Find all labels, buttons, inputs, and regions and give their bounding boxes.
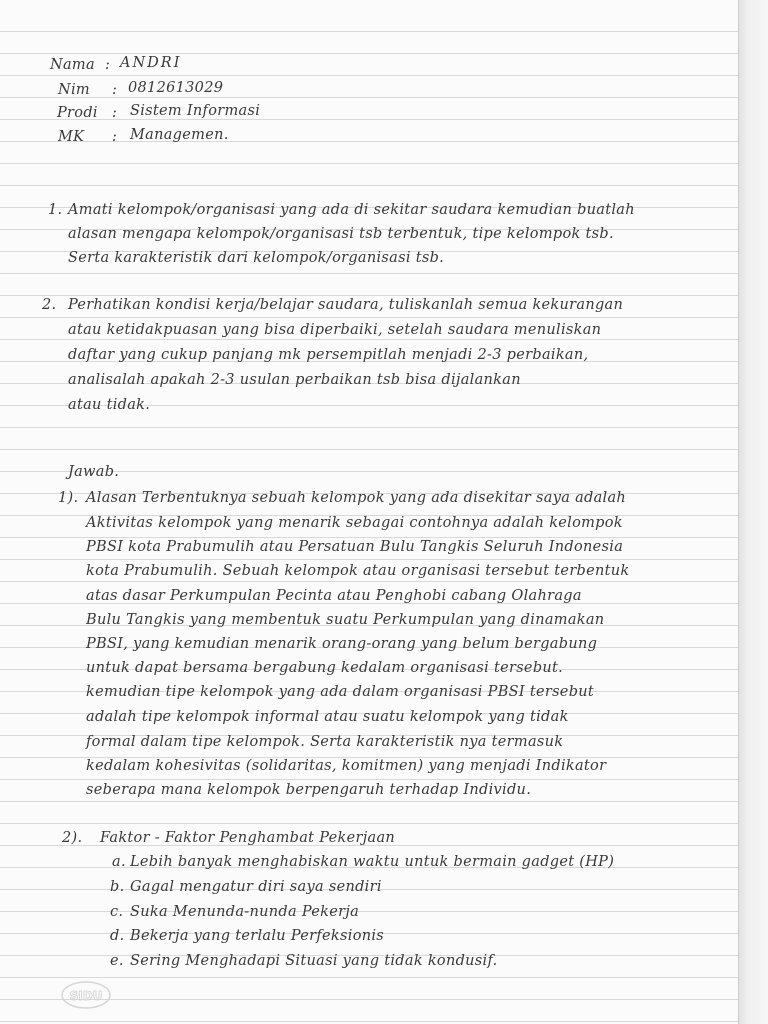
- answer-1-line: Aktivitas kelompok yang menarik sebagai contohnya adalah kelompok: [86, 515, 623, 531]
- answer-1-line: kemudian tipe kelompok yang ada dalam organisasi PBSI tersebut: [86, 684, 595, 700]
- mk-value: Managemen.: [130, 127, 229, 143]
- answer-1-line: PBSI kota Prabumulih atau Persatuan Bulu Tangkis Seluruh Indonesia: [86, 539, 624, 555]
- answer-1-line: kota Prabumulih. Sebuah kelompok atau organisasi tersebut terbentuk: [86, 563, 630, 579]
- answer-1-line: Alasan Terbentuknya sebuah kelompok yang ada disekitar saya adalah: [86, 490, 627, 506]
- question-1-line: Serta karakteristik dari kelompok/organisasi tsb.: [68, 250, 445, 266]
- answers-heading: Jawab.: [68, 464, 120, 480]
- answer-2-item-letter: a.: [112, 854, 126, 870]
- answer-2-item-text: Sering Menghadapi Situasi yang tidak kondusif.: [130, 953, 498, 969]
- question-2-line: daftar yang cukup panjang mk persempitlah menjadi 2-3 perbaikan,: [68, 347, 589, 363]
- nama-value: ANDRI: [120, 55, 182, 71]
- question-2-line: Perhatikan kondisi kerja/belajar saudara, tuliskanlah semua kekurangan: [68, 297, 624, 313]
- prodi-sep: :: [112, 105, 118, 121]
- question-2-number: 2.: [42, 297, 57, 313]
- nim-value: 0812613029: [128, 80, 224, 96]
- answer-1-line: atas dasar Perkumpulan Pecinta atau Penghobi cabang Olahraga: [86, 588, 582, 604]
- prodi-value: Sistem Informasi: [130, 103, 261, 119]
- mk-label: MK: [58, 129, 85, 145]
- question-1-number: 1.: [48, 202, 63, 218]
- answer-2-item-letter: c.: [110, 904, 124, 920]
- mk-sep: :: [112, 129, 118, 145]
- answer-1-line: kedalam kohesivitas (solidaritas, komitmen) yang menjadi Indikator: [86, 758, 607, 774]
- answer-1-line: Bulu Tangkis yang membentuk suatu Perkumpulan yang dinamakan: [86, 612, 605, 628]
- answer-1-line: untuk dapat bersama bergabung kedalam organisasi tersebut.: [86, 660, 564, 676]
- nim-label: Nim: [58, 82, 90, 98]
- answer-1-line: seberapa mana kelompok berpengaruh terhadap Individu.: [86, 782, 532, 798]
- page-edge: [738, 0, 768, 1024]
- prodi-label: Prodi: [57, 105, 98, 121]
- question-1-line: Amati kelompok/organisasi yang ada di sekitar saudara kemudian buatlah: [68, 202, 635, 218]
- answer-2-item-text: Bekerja yang terlalu Perfeksionis: [130, 928, 385, 944]
- answer-1-line: adalah tipe kelompok informal atau suatu kelompok yang tidak: [86, 709, 569, 725]
- answer-2-item-letter: e.: [110, 953, 124, 969]
- nama-sep: :: [105, 57, 111, 73]
- answer-2-item-text: Suka Menunda-nunda Pekerja: [130, 904, 360, 920]
- answer-1-line: formal dalam tipe kelompok. Serta karakteristik nya termasuk: [86, 734, 564, 750]
- nim-sep: :: [112, 82, 118, 98]
- answer-2-number: 2).: [62, 830, 83, 846]
- answer-2-item-text: Gagal mengatur diri saya sendiri: [130, 879, 382, 895]
- question-2-line: atau ketidakpuasan yang bisa diperbaiki, setelah saudara menuliskan: [68, 322, 602, 338]
- nama-label: Nama: [50, 57, 95, 73]
- answer-2-item-letter: d.: [110, 928, 125, 944]
- answer-2-heading: Faktor - Faktor Penghambat Pekerjaan: [100, 830, 396, 846]
- answer-1-number: 1).: [58, 490, 79, 506]
- svg-text:SIDU: SIDU: [69, 989, 103, 1003]
- question-2-line: atau tidak.: [68, 397, 151, 413]
- answer-2-item-text: Lebih banyak menghabiskan waktu untuk bermain gadget (HP): [130, 854, 615, 870]
- answer-1-line: PBSI, yang kemudian menarik orang-orang yang belum bergabung: [86, 636, 598, 652]
- answer-2-item-letter: b.: [110, 879, 125, 895]
- question-2-line: analisalah apakah 2-3 usulan perbaikan tsb bisa dijalankan: [68, 372, 521, 388]
- question-1-line: alasan mengapa kelompok/organisasi tsb terbentuk, tipe kelompok tsb.: [68, 226, 614, 242]
- sidu-logo-stamp: [60, 980, 112, 1010]
